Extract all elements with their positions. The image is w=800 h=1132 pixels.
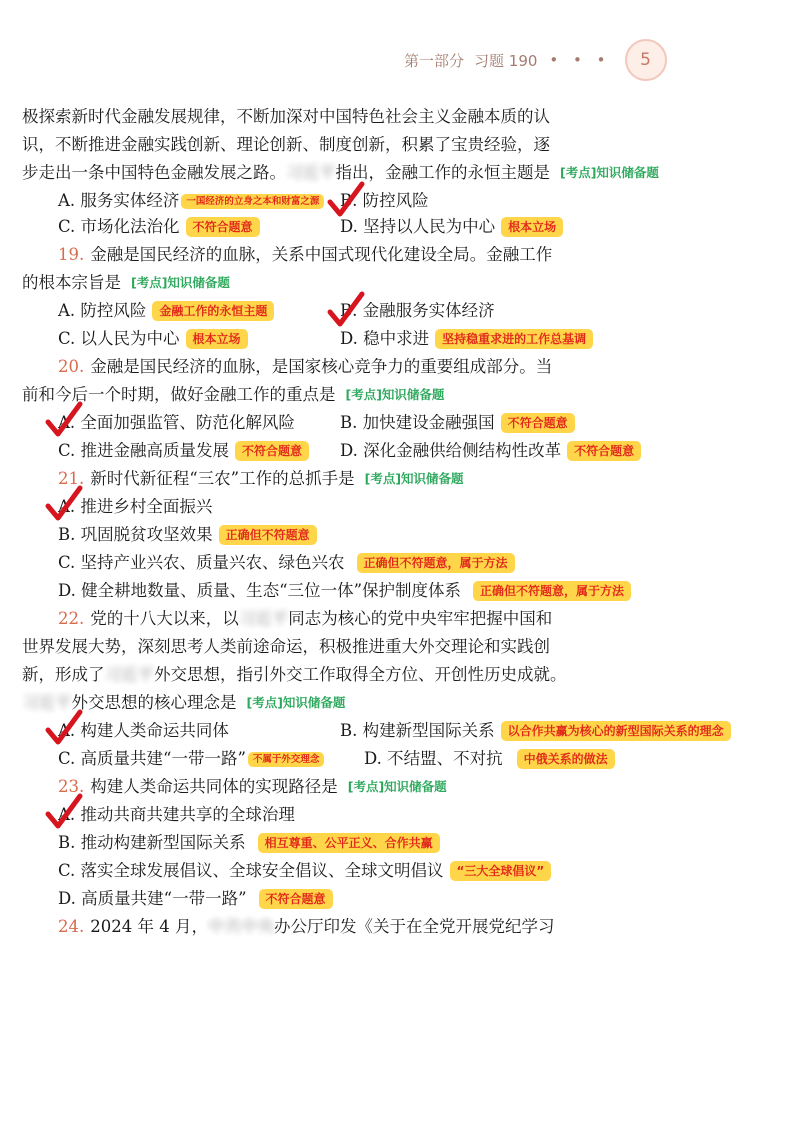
text-q20-a: A. 全面加强监管、防范化解风险 bbox=[58, 413, 295, 432]
text-intro_lines-0: 极探索新时代金融发展规律，不断加深对中国特色社会主义金融本质的认 bbox=[22, 107, 550, 126]
redacted-org: 中共中央 bbox=[207, 917, 274, 936]
intro-line-2 bbox=[22, 132, 550, 158]
q21-number: 21. bbox=[58, 469, 85, 488]
q21-b-note: 正确但不符题意 bbox=[219, 525, 317, 545]
text-q23-b: B. 推动构建新型国际关系 bbox=[58, 833, 246, 852]
text-q23-a: A. 推动共商共建共享的全球治理 bbox=[58, 805, 295, 824]
text-q21-b: B. 巩固脱贫攻坚效果 bbox=[58, 525, 213, 544]
q20-number: 20. bbox=[58, 357, 85, 376]
check-mark-icon bbox=[44, 792, 84, 832]
q23-number: 23. bbox=[58, 777, 85, 796]
text-q21-line1: 新时代新征程“三农”工作的总抓手是 bbox=[90, 469, 355, 488]
text-q21-a: A. 推进乡村全面振兴 bbox=[58, 497, 213, 516]
text-q20-d: D. 深化金融供给侧结构性改革 bbox=[340, 441, 562, 460]
q20-stem-2 bbox=[22, 382, 444, 408]
q20-b-note: 不符合题意 bbox=[501, 413, 575, 433]
q19-stem-2 bbox=[22, 270, 230, 296]
text-q22-line2: 世界发展大势，深刻思考人类前途命运，积极推进重大外交理论和实践创 bbox=[22, 637, 550, 656]
q19-d-note: 坚持稳重求进的工作总基调 bbox=[435, 329, 593, 349]
text-q18-d: D. 坚持以人民为中心 bbox=[340, 217, 496, 236]
q21-c-note: 正确但不符题意，属于方法 bbox=[357, 553, 515, 573]
text-q19-b: B. 金融服务实体经济 bbox=[340, 301, 495, 320]
q20-option-d bbox=[340, 438, 641, 464]
q20-d-note: 不符合题意 bbox=[567, 441, 641, 461]
q19-c-note: 根本立场 bbox=[186, 329, 248, 349]
q21-stem bbox=[58, 466, 464, 492]
q23-option-d bbox=[58, 886, 333, 912]
q20-option-a bbox=[58, 410, 295, 436]
q18-option-d bbox=[340, 214, 563, 240]
q18-c-note: 不符合题意 bbox=[186, 217, 260, 237]
header-dots: • • • bbox=[549, 51, 611, 69]
text-q23-line1: 构建人类命运共同体的实现路径是 bbox=[90, 777, 338, 796]
knowledge-tag: [考点]知识储备题 bbox=[560, 165, 659, 180]
q23-option-c bbox=[58, 858, 551, 884]
q20-stem-1 bbox=[58, 354, 552, 380]
q20-tag: [考点]知识储备题 bbox=[345, 387, 445, 402]
q22-number: 22. bbox=[58, 609, 85, 628]
check-mark-icon bbox=[326, 180, 366, 220]
text-q20-b: B. 加快建设金融强国 bbox=[340, 413, 495, 432]
text-q22-line4: 外交思想的核心理念是 bbox=[71, 693, 237, 712]
q22-option-d bbox=[364, 746, 615, 772]
text-q22-line1_b: 同志为核心的党中央牢牢把握中国和 bbox=[288, 609, 553, 628]
q20-option-c bbox=[58, 438, 309, 464]
q19-tag: [考点]知识储备题 bbox=[131, 275, 230, 290]
q20-c-note: 不符合题意 bbox=[235, 441, 309, 461]
text-q19-line2: 的根本宗旨是 bbox=[22, 273, 121, 292]
text-intro_tail: 指出，金融工作的永恒主题是 bbox=[335, 163, 550, 182]
q22-stem-2 bbox=[22, 634, 550, 660]
q22-c-note: 不属于外交理念 bbox=[248, 752, 325, 767]
q24-stem bbox=[58, 914, 554, 940]
q21-d-note: 正确但不符题意，属于方法 bbox=[473, 581, 631, 601]
text-q21-d: D. 健全耕地数量、质量、生态“三位一体”保护制度体系 bbox=[58, 581, 462, 600]
text-q23-d: D. 高质量共建“一带一路” bbox=[58, 889, 247, 908]
text-q24-text_a: 2024 年 4 月， bbox=[90, 917, 208, 936]
q21-option-c bbox=[58, 550, 515, 576]
text-q20-c: C. 推进金融高质量发展 bbox=[58, 441, 230, 460]
check-mark-icon bbox=[326, 290, 366, 330]
text-q18-a: A. 服务实体经济 bbox=[58, 191, 180, 210]
q21-tag: [考点]知识储备题 bbox=[364, 471, 464, 486]
q22-stem-1 bbox=[58, 606, 552, 632]
q22-b-note: 以合作共赢为核心的新型国际关系的理念 bbox=[501, 721, 731, 741]
text-q22-d: D. 不结盟、不对抗 bbox=[364, 749, 503, 768]
check-mark-icon bbox=[44, 400, 84, 440]
q23-option-a bbox=[58, 802, 295, 828]
q18-option-c bbox=[58, 214, 260, 240]
intro-line-1 bbox=[22, 104, 550, 130]
q22-option-c bbox=[58, 746, 324, 772]
q18-d-note: 根本立场 bbox=[501, 217, 563, 237]
q21-option-d bbox=[58, 578, 631, 604]
q24-number: 24. bbox=[58, 917, 85, 936]
text-q18-b: B. 防控风险 bbox=[340, 191, 429, 210]
page-number-badge: 5 bbox=[625, 39, 667, 81]
section-label: 第一部分 bbox=[404, 51, 465, 70]
q23-stem bbox=[58, 774, 447, 800]
q22-option-b bbox=[340, 718, 731, 744]
text-q21-c: C. 坚持产业兴农、质量兴农、绿色兴农 bbox=[58, 553, 345, 572]
q19-stem-1 bbox=[58, 242, 552, 268]
text-q22-line1_a: 党的十八大以来，以 bbox=[90, 609, 239, 628]
redacted-name: 习近平 bbox=[238, 609, 289, 628]
q19-option-d bbox=[340, 326, 593, 352]
text-q20-line2: 前和今后一个时期，做好金融工作的重点是 bbox=[22, 385, 336, 404]
text-q23-c: C. 落实全球发展倡议、全球安全倡议、全球文明倡议 bbox=[58, 861, 444, 880]
exercise-title: 习题 190 bbox=[474, 51, 538, 70]
text-q19-c: C. 以人民为中心 bbox=[58, 329, 180, 348]
q23-tag: [考点]知识储备题 bbox=[347, 779, 447, 794]
text-q24-text_b: 办公厅印发《关于在全党开展党纪学习 bbox=[273, 917, 555, 936]
q21-option-b bbox=[58, 522, 317, 548]
text-intro_lines-1: 识，不断推进金融实践创新、理论创新、制度创新，积累了宝贵经验，逐 bbox=[22, 135, 550, 154]
text-q22-b: B. 构建新型国际关系 bbox=[340, 721, 495, 740]
text-q19-a: A. 防控风险 bbox=[58, 301, 147, 320]
text-q19-d: D. 稳中求进 bbox=[340, 329, 430, 348]
check-mark-icon bbox=[44, 484, 84, 524]
q19-option-a bbox=[58, 298, 274, 324]
q23-option-b bbox=[58, 830, 440, 856]
q19-number: 19. bbox=[58, 245, 85, 264]
text-q20-line1: 金融是国民经济的血脉，是国家核心竞争力的重要组成部分。当 bbox=[90, 357, 553, 376]
text-q22-c: C. 高质量共建“一带一路” bbox=[58, 749, 246, 768]
q22-stem-3 bbox=[22, 662, 567, 688]
q22-d-note: 中俄关系的做法 bbox=[517, 749, 615, 769]
q19-a-note: 金融工作的永恒主题 bbox=[152, 301, 274, 321]
text-q22-line3_b: 外交思想，指引外交工作取得全方位、开创性历史成就。 bbox=[154, 665, 567, 684]
check-mark-icon bbox=[44, 708, 84, 748]
q18-a-note: 一国经济的立身之本和财富之源 bbox=[181, 194, 324, 209]
q20-option-b bbox=[340, 410, 575, 436]
q22-tag: [考点]知识储备题 bbox=[246, 695, 346, 710]
q18-option-a bbox=[58, 188, 324, 214]
q23-c-note: “三大全球倡议” bbox=[450, 861, 552, 881]
text-q22-a: A. 构建人类命运共同体 bbox=[58, 721, 229, 740]
text-q22-line3_a: 新，形成了 bbox=[22, 665, 105, 684]
text-q19-line1: 金融是国民经济的血脉，关系中国式现代化建设全局。金融工作 bbox=[90, 245, 553, 264]
page-header bbox=[404, 38, 667, 82]
q19-option-c bbox=[58, 326, 248, 352]
text-intro_lines-2: 步走出一条中国特色金融发展之路。 bbox=[22, 163, 286, 182]
redacted-name: 习近平 bbox=[22, 693, 72, 712]
q23-d-note: 不符合题意 bbox=[259, 889, 333, 909]
redacted-name: 习近平 bbox=[286, 163, 336, 182]
q23-b-note: 相互尊重、公平正义、合作共赢 bbox=[258, 833, 440, 853]
redacted-name: 习近平 bbox=[104, 665, 154, 684]
text-q18-c: C. 市场化法治化 bbox=[58, 217, 180, 236]
